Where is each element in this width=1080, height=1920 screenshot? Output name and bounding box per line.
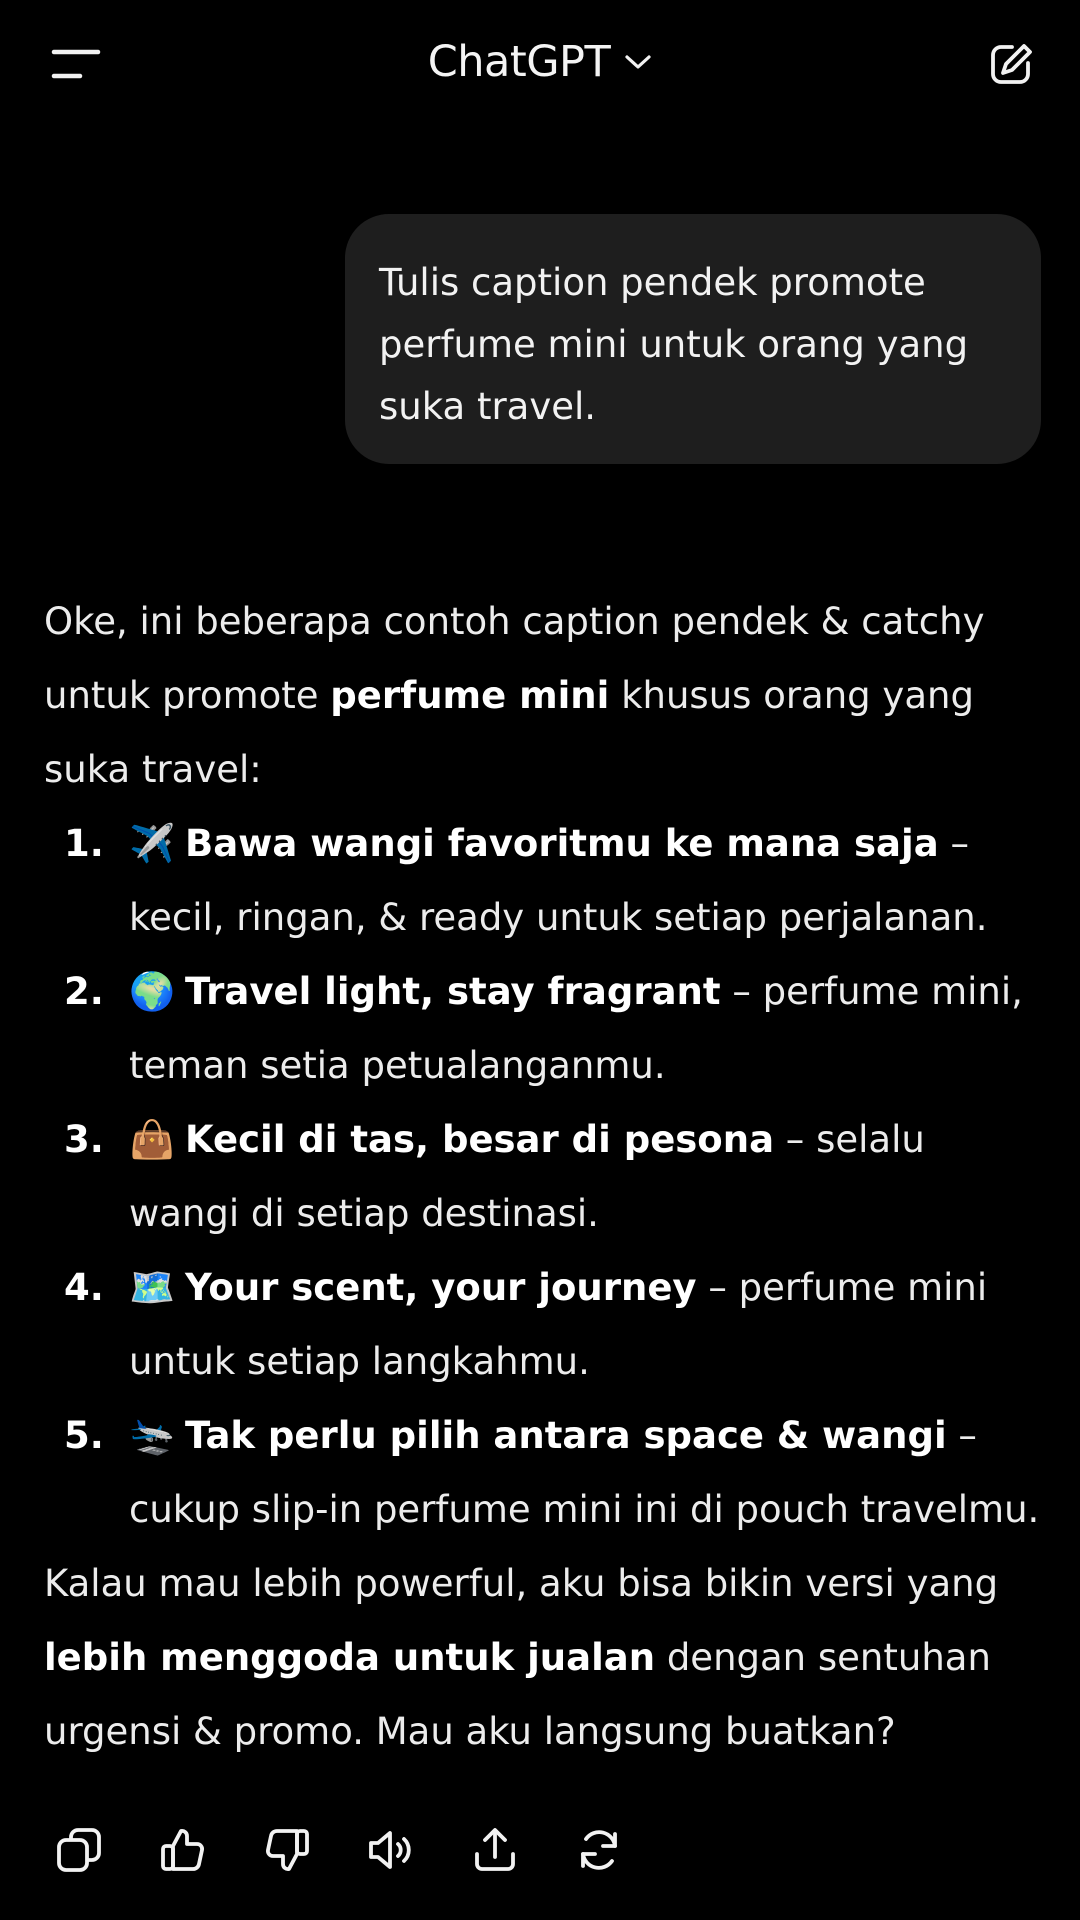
copy-button[interactable]: [44, 1818, 114, 1882]
assistant-intro: [44, 585, 1044, 807]
item-text: – perfume mini, teman setia petualanganmu.: [129, 970, 1023, 1087]
item-text: – perfume mini untuk setiap langkahmu.: [129, 1266, 988, 1383]
copy-icon: [55, 1826, 103, 1874]
model-selector-wrap: [0, 30, 1080, 94]
handbag-icon: 👜: [129, 1118, 176, 1161]
outro-text-end: dengan sentuhan urgensi & promo. Mau aku langsung buatkan?: [44, 1636, 991, 1753]
caption-list: [44, 807, 1044, 1547]
intro-text-end: khusus orang yang suka travel:: [44, 674, 974, 791]
list-number: 1.: [64, 822, 104, 865]
item-bold: Travel light, stay fragrant: [185, 970, 721, 1013]
item-text: – cukup slip-in perfume mini ini di pouch travelmu.: [129, 1414, 1040, 1531]
model-selector[interactable]: [428, 37, 653, 87]
regenerate-button[interactable]: [564, 1818, 634, 1882]
share-icon: [471, 1826, 519, 1874]
read-aloud-button[interactable]: [356, 1818, 426, 1882]
bad-response-button[interactable]: [252, 1818, 322, 1882]
thumbs-down-icon: [263, 1826, 311, 1874]
user-message-text: Tulis caption pendek promote perfume mini untuk orang yang suka travel.: [379, 261, 969, 428]
list-item: [44, 1399, 1044, 1547]
list-item: [44, 1251, 1044, 1399]
item-text: – kecil, ringan, & ready untuk setiap perjalanan.: [129, 822, 988, 939]
user-message-bubble: [345, 214, 1041, 464]
list-item: [44, 807, 1044, 955]
item-bold: Tak perlu pilih antara space & wangi: [185, 1414, 947, 1457]
outro-text: Kalau mau lebih powerful, aku bisa bikin versi yang: [44, 1562, 999, 1605]
assistant-message: [44, 585, 1044, 1769]
good-response-button[interactable]: [148, 1818, 218, 1882]
share-button[interactable]: [460, 1818, 530, 1882]
list-number: 3.: [64, 1118, 104, 1161]
edit-icon: [988, 41, 1034, 87]
list-item: [44, 1103, 1044, 1251]
list-number: 2.: [64, 970, 104, 1013]
map-icon: 🗺️: [129, 1266, 176, 1309]
item-bold: Your scent, your journey: [185, 1266, 697, 1309]
new-chat-button[interactable]: [975, 32, 1047, 96]
intro-bold: perfume mini: [330, 674, 610, 717]
thumbs-up-icon: [159, 1826, 207, 1874]
list-item: [44, 955, 1044, 1103]
item-bold: Bawa wangi favoritmu ke mana saja: [185, 822, 939, 865]
item-bold: Kecil di tas, besar di pesona: [185, 1118, 775, 1161]
airplane-icon: ✈️: [129, 822, 176, 865]
app-title: ChatGPT: [427, 37, 611, 87]
list-number: 4.: [64, 1266, 104, 1309]
airplane-arrival-icon: 🛬: [129, 1414, 176, 1457]
list-number: 5.: [64, 1414, 104, 1457]
assistant-outro: [44, 1547, 1044, 1769]
outro-bold: lebih menggoda untuk jualan: [44, 1636, 656, 1679]
read-aloud-icon: [367, 1826, 415, 1874]
regenerate-icon: [575, 1826, 623, 1874]
top-bar: [0, 0, 1080, 128]
item-text: – selalu wangi di setiap destinasi.: [129, 1118, 925, 1235]
intro-text: Oke, ini beberapa contoh caption pendek & catchy untuk promote: [44, 600, 985, 717]
globe-icon: 🌍: [129, 970, 176, 1013]
message-actions: [44, 1818, 634, 1882]
chevron-down-icon: [624, 53, 652, 71]
